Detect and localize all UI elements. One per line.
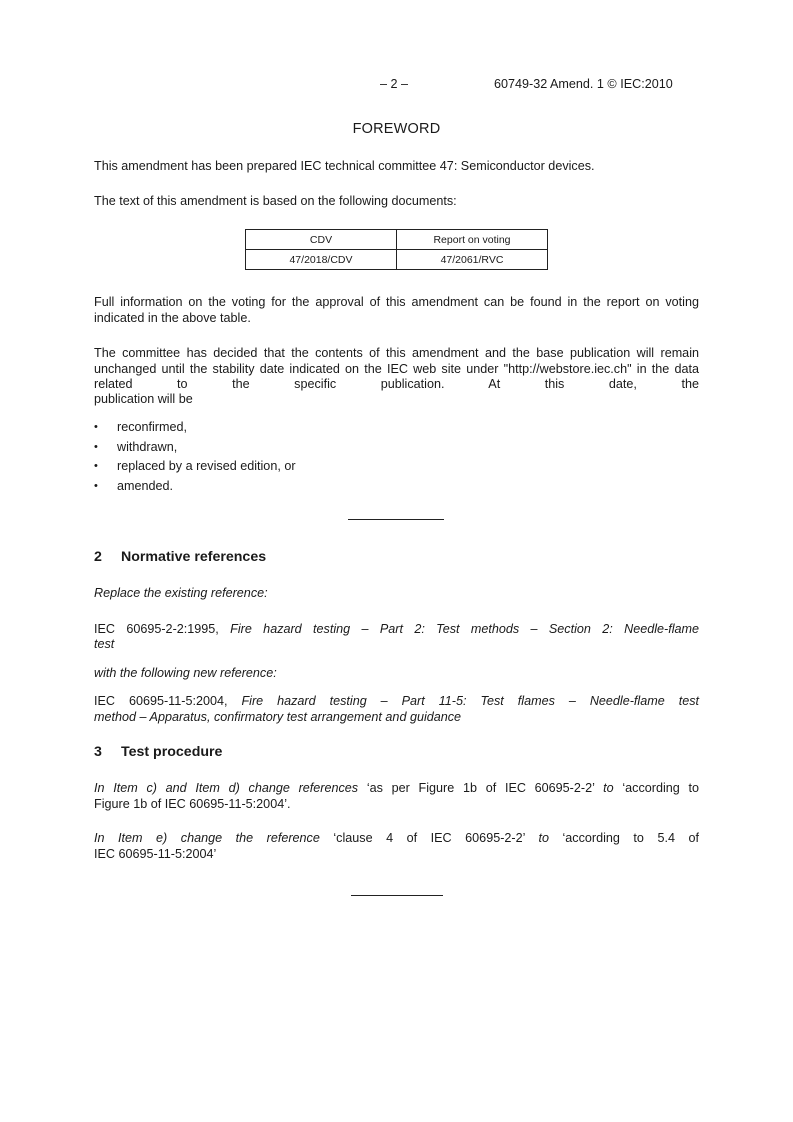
voting-info: Full information on the voting for the approval of this amendment can be found in the report on voting indicated in the above table. [94,295,699,325]
section-2-heading [94,549,266,565]
list-item-text: withdrawn, [117,439,178,454]
stability-paragraph: The committee has decided that the contents of this amendment and the base publication will remain unchanged until the stability date indicated on the IEC web site under "http://webstore.iec.ch" in the data related to the specific publication. At this date, the [94,346,699,391]
end-divider [351,895,443,896]
old-reference [94,622,699,638]
section-number: 3 [94,744,102,760]
table-cell-rvc: 47/2061/RVC [397,250,548,270]
instruction-text: In Item e) change the reference [94,831,334,845]
to-text: to [603,781,614,795]
table-row [246,250,548,270]
section-title: Test procedure [121,744,223,760]
new-reference [94,694,699,710]
documents-intro: The text of this amendment is based on the following documents: [94,194,457,208]
table-cell-cdv: 47/2018/CDV [246,250,397,270]
publication-options-list [94,420,296,498]
replace-instruction: Replace the existing reference: [94,586,268,600]
section-3-heading [94,744,222,760]
section-divider [348,519,444,520]
table-header-rvc: Report on voting [397,230,548,250]
new-text: ‘according to [613,781,700,795]
foreword-title: FOREWORD [352,121,441,137]
list-item [94,420,296,440]
list-item-text: replaced by a revised edition, or [117,459,296,473]
section-number: 2 [94,549,102,565]
document-id: 60749-32 Amend. 1 © IEC:2010 [494,77,673,91]
page-number: – 2 – [380,77,409,91]
list-item [94,459,296,479]
bullet-icon: • [94,421,98,433]
procedure-item-cd [94,781,699,797]
bullet-icon: • [94,440,98,453]
foreword-intro: This amendment has been prepared IEC technical committee 47: Semiconductor devices. [94,159,595,173]
procedure-item-e [94,831,699,847]
table-header-row [246,230,548,250]
procedure-item-cd-end: Figure 1b of IEC 60695-11-5:2004’. [94,797,291,811]
old-reference-title: Fire hazard testing – Part 2: Test methods – Section 2: Needle-flame [230,622,699,636]
new-reference-title-end: method – Apparatus, confirmatory test arrangement and guidance [94,710,462,724]
list-item-text: amended. [117,478,174,493]
instruction-text: In Item c) and Item d) change references [94,781,367,795]
old-reference-title-end: test [94,637,115,651]
list-item-text: reconfirmed, [117,420,187,434]
with-instruction: with the following new reference: [94,666,277,680]
old-text: ‘as per Figure 1b of IEC 60695-2-2’ [366,781,604,795]
new-reference-code: IEC 60695-11-5:2004, [94,694,242,708]
old-reference-code: IEC 60695-2-2:1995, [94,622,231,636]
procedure-item-e-end: IEC 60695-11-5:2004’ [94,847,217,861]
section-title: Normative references [121,549,267,565]
table-header-cdv: CDV [246,230,397,250]
voting-documents-table [245,229,548,270]
new-reference-title: Fire hazard testing – Part 11-5: Test flames – Needle-flame test [241,694,699,708]
stability-paragraph-end: publication will be [94,392,193,406]
list-item [94,440,296,460]
old-text: ‘clause 4 of IEC 60695-2-2’ [333,831,539,845]
new-text: ‘according to 5.4 of [548,831,699,845]
bullet-icon: • [94,479,98,492]
list-item [94,479,296,499]
bullet-icon: • [94,460,98,472]
to-text: to [538,831,549,845]
